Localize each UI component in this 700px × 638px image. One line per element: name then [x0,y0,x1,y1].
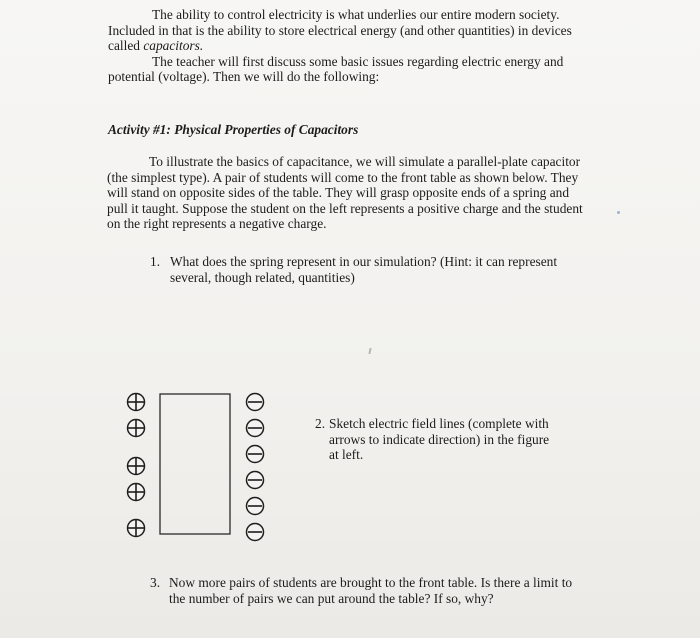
negative-charge [247,524,264,541]
question-text [329,416,569,463]
positive-charge [128,520,145,537]
question-text [169,575,609,606]
negative-charge [247,420,264,437]
question-line: Now more pairs of students are brought to the front table. Is there a limit to [169,575,573,590]
intro-line: potential (voltage). Then we will do the following: [108,69,380,84]
intro-line: Included in that is the ability to store electrical energy (and other quantities) in devices [108,22,572,38]
intro-section [108,7,608,85]
question-line: at left. [329,447,364,462]
stray-mark [368,348,371,354]
question-number: 1. [150,254,161,269]
intro-line [108,38,608,54]
question-line: What does the spring represent in our simulation? (Hint: it can represent [170,254,558,269]
activity-description [107,154,607,232]
table-rectangle [160,394,230,534]
capacitor-figure[interactable] [120,384,270,544]
positive-charge [128,458,145,475]
positive-charge [128,484,145,501]
activity-line: on the right represents a negative charge. [107,216,327,231]
intro-text: called [108,38,144,53]
positive-charge [128,394,145,411]
activity-line: will stand on opposite sides of the table. They will grasp opposite ends of a spring and [107,185,570,200]
activity-heading: Activity #1: Physical Properties of Capacitors [108,122,359,137]
question-number: 3. [150,575,161,590]
positive-charge [128,420,145,437]
question-line: the number of pairs we can put around the table? If so, why? [169,590,494,606]
negative-charge [247,394,264,411]
question-number: 2. [315,416,326,431]
question-line: Sketch electric field lines (complete with [329,416,549,431]
negative-charge [247,472,264,489]
scan-speck [617,211,620,214]
negative-charge [247,446,264,463]
capacitors-term: capacitors. [143,38,204,53]
activity-line: To illustrate the basics of capacitance, we will simulate a parallel-plate capacitor [149,154,581,169]
intro-line: The ability to control electricity is what underlies our entire modern society. [152,7,560,22]
question-line: arrows to indicate direction) in the figure [329,431,550,447]
question-line: several, though related, quantities) [170,269,355,285]
activity-line: (the simplest type). A pair of students will come to the front table as shown below. They [107,169,579,185]
question-text [170,254,610,285]
negative-charge [247,498,264,515]
activity-line: pull it taught. Suppose the student on the left represents a positive charge and the student [107,200,583,216]
intro-line: The teacher will first discuss some basic issues regarding electric energy and [152,53,564,69]
